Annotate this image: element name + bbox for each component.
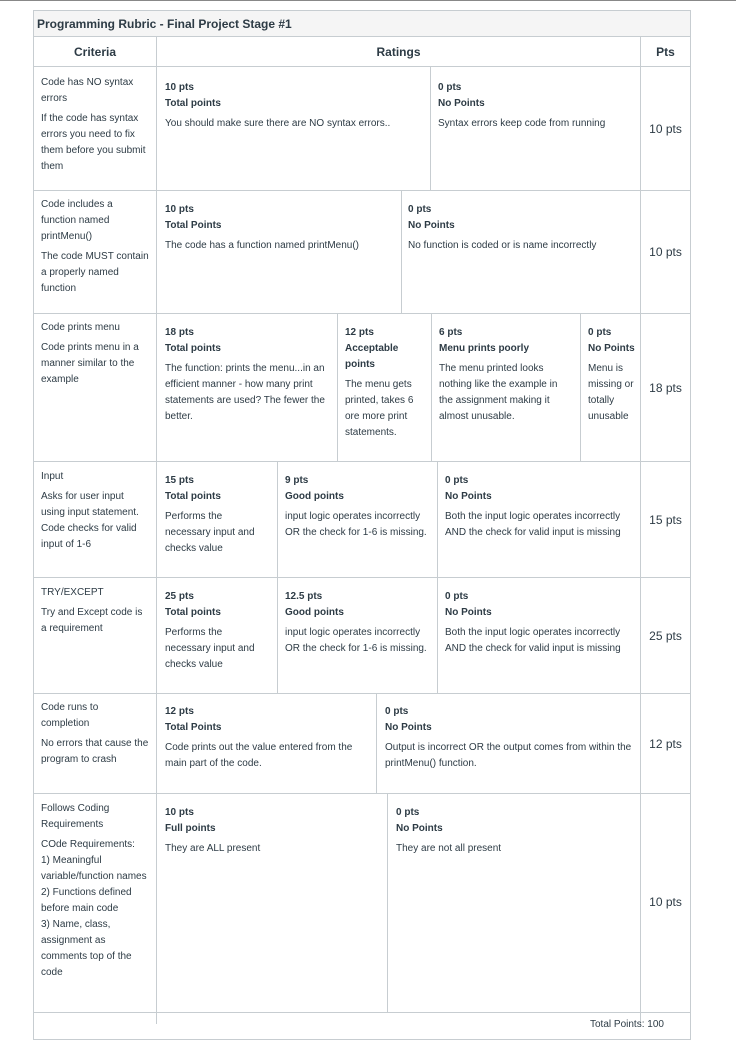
criterion-syntax xyxy=(41,75,149,179)
rating-cell xyxy=(345,325,425,441)
rating-cell xyxy=(445,589,637,657)
rating-points: 9 pts xyxy=(285,475,309,486)
divider-criteria xyxy=(156,37,157,1024)
rating-description: Performs the necessary input and checks value xyxy=(165,627,255,670)
row-divider xyxy=(34,313,690,314)
rating-title: Full points xyxy=(165,823,216,834)
rating-title: No Points xyxy=(588,343,635,354)
criterion-title: Code runs to completion xyxy=(41,702,99,729)
rating-divider xyxy=(437,577,438,693)
rating-cell xyxy=(165,805,380,857)
rating-cell xyxy=(165,589,270,673)
rating-description: Both the input logic operates incorrectly AND the check for valid input is missing xyxy=(445,511,621,538)
rating-points: 25 pts xyxy=(165,591,194,602)
rating-title: Menu prints poorly xyxy=(439,343,529,354)
row-divider xyxy=(34,793,690,794)
rating-title: Good points xyxy=(285,607,344,618)
rating-points: 10 pts xyxy=(165,204,194,215)
rating-points: 0 pts xyxy=(408,204,432,215)
rating-description: Code prints out the value entered from the main part of the code. xyxy=(165,742,353,769)
rating-points: 15 pts xyxy=(165,475,194,486)
row-divider xyxy=(34,1012,690,1013)
rating-divider xyxy=(376,693,377,793)
rating-description: They are not all present xyxy=(396,843,502,854)
rating-description: Syntax errors keep code from running xyxy=(438,118,606,129)
header-criteria: Criteria xyxy=(34,37,156,67)
criterion-title: Code has NO syntax errors xyxy=(41,77,134,104)
rating-cell xyxy=(285,589,433,657)
criterion-description: The code MUST contain a properly named function xyxy=(41,251,149,294)
rating-points: 12 pts xyxy=(345,327,374,338)
divider-pts xyxy=(640,37,641,1024)
top-rule xyxy=(0,0,736,1)
rating-description: The code has a function named printMenu() xyxy=(165,240,359,251)
row-divider xyxy=(34,693,690,694)
rating-description: You should make sure there are NO syntax errors.. xyxy=(165,118,391,129)
rating-divider xyxy=(580,313,581,461)
rating-title: Total Points xyxy=(165,722,222,733)
criterion-input xyxy=(41,469,149,557)
rating-points: 0 pts xyxy=(445,591,469,602)
rating-title: No Points xyxy=(445,491,492,502)
total-points: Total Points: 100 xyxy=(590,1019,664,1030)
criterion-points: 10 pts xyxy=(649,895,682,909)
rating-description: Menu is missing or totally unusable xyxy=(588,363,634,422)
criterion-description: Try and Except code is a requirement xyxy=(41,607,143,634)
rating-title: No Points xyxy=(385,722,432,733)
criterion-prints-menu xyxy=(41,320,149,392)
rating-cell xyxy=(438,80,633,132)
rating-cell xyxy=(385,704,635,772)
rating-description: Performs the necessary input and checks value xyxy=(165,511,255,554)
rating-title: Total points xyxy=(165,343,221,354)
rating-cell xyxy=(165,202,397,254)
rating-description: Both the input logic operates incorrectly AND the check for valid input is missing xyxy=(445,627,621,654)
rating-points: 12.5 pts xyxy=(285,591,323,602)
rating-title: Total Points xyxy=(165,220,222,231)
criterion-title: Code prints menu xyxy=(41,322,120,333)
rating-title: No Points xyxy=(438,98,485,109)
rating-cell xyxy=(165,80,425,132)
criterion-points: 10 pts xyxy=(649,245,682,259)
criterion-description: Code prints menu in a manner similar to the example xyxy=(41,342,139,385)
rating-description: They are ALL present xyxy=(165,843,261,854)
rating-points: 0 pts xyxy=(385,706,409,717)
criterion-description: Asks for user input using input statement. Code checks for valid input of 1-6 xyxy=(41,491,139,550)
rating-points: 12 pts xyxy=(165,706,194,717)
rating-description: The function: prints the menu...in an efficient manner - how many print statements are used? The fewer the better. xyxy=(165,363,325,422)
rating-title: Acceptable points xyxy=(345,343,399,370)
rating-cell xyxy=(165,473,270,557)
criterion-description: If the code has syntax errors you need to fix them before you submit them xyxy=(41,113,146,172)
criterion-description: No errors that cause the program to crash xyxy=(41,738,149,765)
rating-divider xyxy=(277,461,278,577)
rating-cell xyxy=(408,202,636,254)
rating-title: No Points xyxy=(396,823,443,834)
rating-cell xyxy=(165,325,327,425)
row-divider xyxy=(34,461,690,462)
criterion-title: Follows Coding Requirements xyxy=(41,803,110,830)
rating-title: Good points xyxy=(285,491,344,502)
row-divider xyxy=(34,190,690,191)
rating-cell xyxy=(588,325,636,425)
criterion-coding-requirements xyxy=(41,801,149,985)
criterion-try-except xyxy=(41,585,149,641)
rating-points: 10 pts xyxy=(165,807,194,818)
header-pts: Pts xyxy=(641,37,690,67)
rating-description: input logic operates incorrectly OR the check for 1-6 is missing. xyxy=(285,511,427,538)
criterion-description: COde Requirements: 1) Meaningful variable/function names 2) Functions defined before main code 3) Name, class, assignment as comments top of the code xyxy=(41,839,147,978)
rating-divider xyxy=(431,313,432,461)
rating-divider xyxy=(337,313,338,461)
rating-divider xyxy=(437,461,438,577)
criterion-points: 12 pts xyxy=(649,737,682,751)
rating-title: No Points xyxy=(408,220,455,231)
rating-description: input logic operates incorrectly OR the check for 1-6 is missing. xyxy=(285,627,427,654)
rating-cell xyxy=(439,325,574,425)
rating-cell xyxy=(285,473,433,541)
criterion-points: 18 pts xyxy=(649,381,682,395)
rating-points: 0 pts xyxy=(588,327,612,338)
rating-divider xyxy=(401,190,402,313)
row-divider xyxy=(34,577,690,578)
rating-points: 6 pts xyxy=(439,327,463,338)
rating-title: Total points xyxy=(165,98,221,109)
rating-description: The menu gets printed, takes 6 ore more print statements. xyxy=(345,379,414,438)
criterion-points: 10 pts xyxy=(649,122,682,136)
criterion-runs-to-completion xyxy=(41,700,149,772)
rating-cell xyxy=(396,805,636,857)
rating-cell xyxy=(445,473,637,541)
rating-divider xyxy=(387,793,388,1012)
rating-description: No function is coded or is name incorrectly xyxy=(408,240,597,251)
rating-title: Total points xyxy=(165,607,221,618)
rating-points: 10 pts xyxy=(165,82,194,93)
criterion-title: Input xyxy=(41,471,64,482)
rating-divider xyxy=(277,577,278,693)
rating-description: The menu printed looks nothing like the example in the assignment making it almost unusable. xyxy=(439,363,558,422)
rating-divider xyxy=(430,67,431,190)
header-ratings: Ratings xyxy=(156,37,641,67)
rating-title: No Points xyxy=(445,607,492,618)
rating-points: 0 pts xyxy=(445,475,469,486)
criterion-title: TRY/EXCEPT xyxy=(41,587,104,598)
rating-title: Total points xyxy=(165,491,221,502)
criterion-points: 25 pts xyxy=(649,629,682,643)
criterion-printmenu xyxy=(41,197,149,301)
criterion-points: 15 pts xyxy=(649,513,682,527)
rubric-title: Programming Rubric - Final Project Stage #1 xyxy=(34,11,690,37)
criterion-title: Code includes a function named printMenu() xyxy=(41,199,113,242)
rating-points: 0 pts xyxy=(396,807,420,818)
rating-cell xyxy=(165,704,370,772)
rating-description: Output is incorrect OR the output comes from within the printMenu() function. xyxy=(385,742,632,769)
rating-points: 0 pts xyxy=(438,82,462,93)
rating-points: 18 pts xyxy=(165,327,194,338)
